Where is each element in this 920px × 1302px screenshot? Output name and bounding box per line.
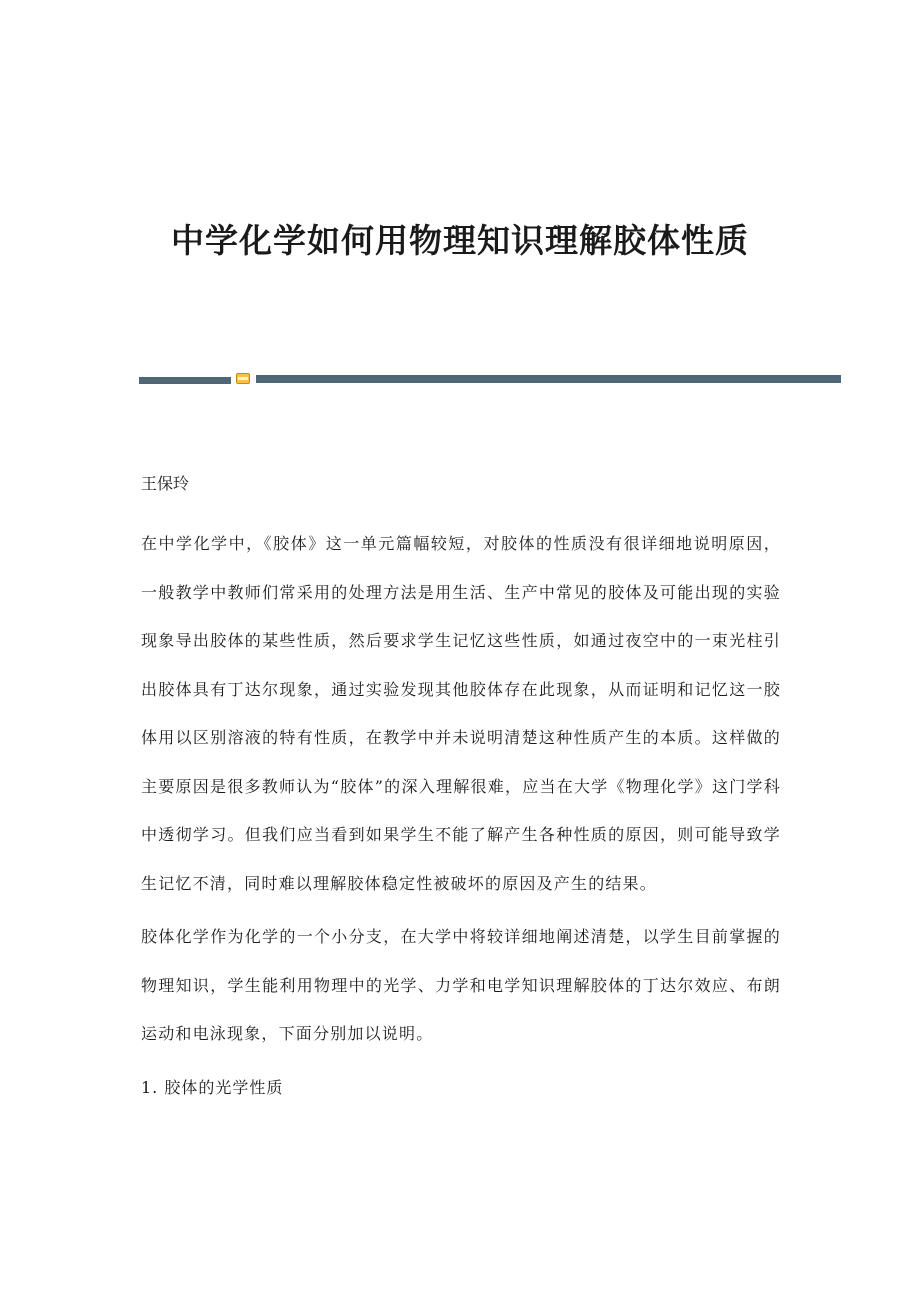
document-body bbox=[141, 466, 781, 1112]
divider-bar-right bbox=[256, 375, 841, 383]
section-heading: 1. 胶体的光学性质 bbox=[141, 1077, 284, 1097]
document-title: 中学化学如何用物理知识理解胶体性质 bbox=[171, 221, 749, 260]
paragraph-2: 胶体化学作为化学的一个小分支，在大学中将较详细地阐述清楚，以学生目前掌握的物理知识，学生能利用物理中的光学、力学和电学知识理解胶体的丁达尔效应、布朗运动和电泳现象，下面分别加以说明。 bbox=[141, 927, 781, 1043]
paragraph-1: 在中学化学中，《胶体》这一单元篇幅较短，对胶体的性质没有很详细地说明原因，一般教学中教师们常采用的处理方法是用生活、生产中常见的胶体及可能出现的实验现象导出胶体的某些性质，然后要求学生记忆这些性质，如通过夜空中的一束光柱引出胶体具有丁达尔现象，通过实验发现其他胶体存在此现象，从而证明和记忆这一胶体用以区别溶液的特有性质，在教学中并未说明清楚这种性质产生的本质。这样做的主要原因是很多教师认为“胶体”的深入理解很难，应当在大学《物理化学》这门学科中透彻学习。但我们应当看到如果学生不能了解产生各种性质的原因，则可能导致学生记忆不清，同时难以理解胶体稳定性被破坏的原因及产生的结果。 bbox=[141, 534, 781, 893]
divider-ornament-icon bbox=[236, 373, 250, 384]
title-divider bbox=[139, 372, 841, 386]
divider-bar-left bbox=[139, 377, 231, 384]
author-name: 王保玲 bbox=[141, 474, 190, 493]
